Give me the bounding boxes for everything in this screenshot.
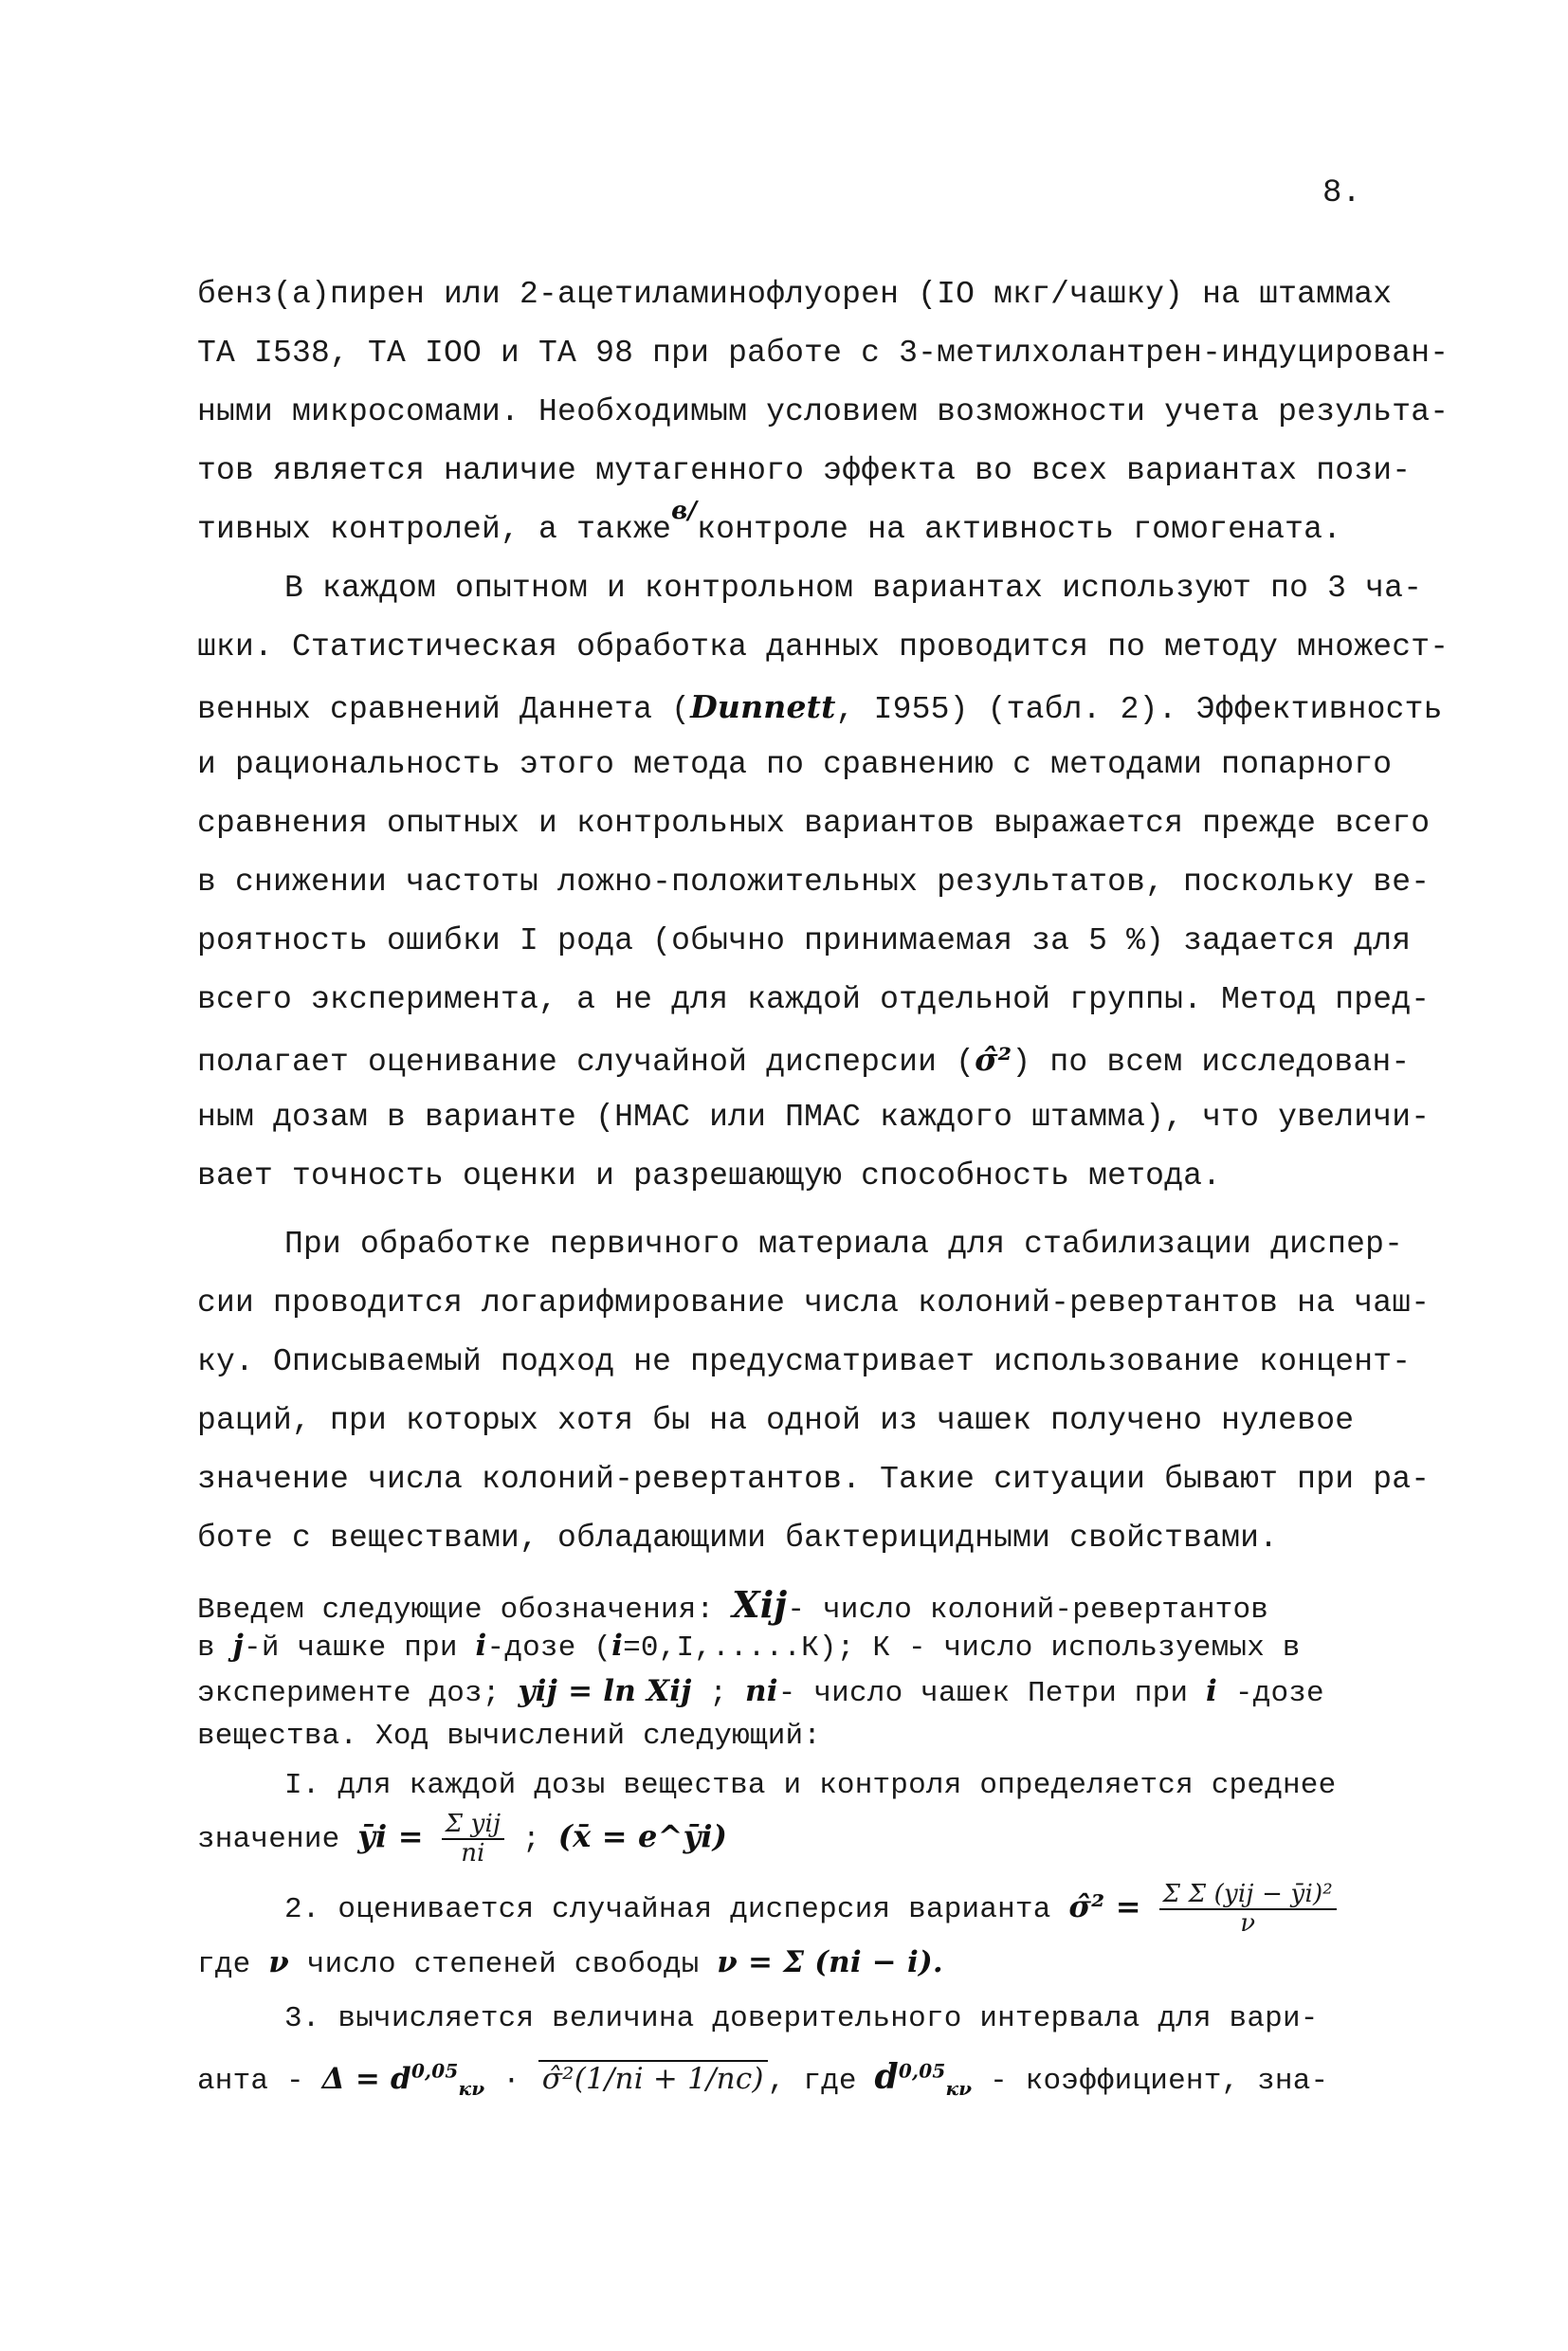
mean-fraction: $\frac{\text{Σ yij}}{ni}$ — [442, 1811, 505, 1867]
step1-line-1: I. для каждой дозы вещества и контроля определяется среднее — [284, 1769, 1337, 1802]
p2-line-10: ным дозам в варианте (НМАС или ПМАС каждого штамма), что увеличи- — [197, 1100, 1431, 1135]
p1-line-3: ными микросомами. Необходимым условием возможности учета результа- — [197, 394, 1449, 429]
yij-formula: yij = ln Xij — [518, 1674, 692, 1708]
handwritten-correction: в/ — [671, 497, 698, 525]
notation-line-4: вещества. Ход вычислений следующий: — [197, 1720, 822, 1753]
p2-line-3-b: , I955) (табл. 2). Эффективность — [835, 692, 1443, 727]
confidence-root: σ̂²(1/ni + 1/nc) — [538, 2060, 768, 2096]
p1-line-2: ТА I538, ТА IOO и ТА 98 при работе с 3-метилхолантрен-индуцирован- — [197, 336, 1449, 371]
step3-line-2: анта - $\Delta = d^{0,05}_{к\nu}$ · σ̂²(1/ni + 1/nc) , где $d^{0,05}_{к\nu}$ - коэффициент, зна- — [197, 2057, 1329, 2101]
p2-line-9-a: полагает оценивание случайной дисперсии ( — [197, 1045, 975, 1080]
p3-line-3: ку. Описываемый подход не предусматривает использование концент- — [197, 1344, 1412, 1379]
x-bar-formula: (x̄ = e^ȳi) — [557, 1817, 728, 1854]
notation-line-1: Введем следующие обозначения: Xij- число колоний-ревертантов — [197, 1583, 1269, 1627]
step1-line-2: значение ȳi = $\frac{\text{Σ yij}}{ni}$ ; (x̄ = e^ȳi) — [197, 1810, 728, 1868]
notation-line-2: в j-й чашке при i-дозе (i=0,I,.....К); К - число используемых в — [197, 1629, 1301, 1665]
p1-line-5-a: тивных контролей, а также — [197, 512, 672, 547]
degrees-of-freedom-formula: ν = Σ (ni − i). — [717, 1945, 943, 1979]
xij-symbol: Xij — [732, 1583, 788, 1626]
dunnett-handwritten: Dunnett — [690, 688, 836, 725]
p3-line-1: При обработке первичного материала для стабилизации диспер- — [284, 1227, 1404, 1262]
p2-line-6: в снижении частоты ложно-положительных результатов, поскольку ве- — [197, 865, 1431, 900]
p2-line-1: В каждом опытном и контрольном вариантах используют по 3 ча- — [284, 571, 1423, 606]
variance-fraction: $\frac{\text{Σ Σ (yij − ȳi)²}}{\nu}$ — [1159, 1881, 1337, 1937]
p2-line-2: шки. Статистическая обработка данных проводится по методу множест- — [197, 629, 1449, 665]
p2-line-11: вает точность оценки и разрешающую способность метода. — [197, 1158, 1222, 1194]
notation-line-3: эксперименте доз; yij = ln Xij ; ni- число чашек Петри при i -дозе — [197, 1674, 1324, 1710]
p1-line-5 — [197, 497, 1342, 547]
p3-line-6: боте с веществами, обладающими бактерицидными свойствами. — [197, 1521, 1279, 1556]
step2-line-2: где ν число степеней свободы ν = Σ (ni − i). — [197, 1945, 943, 1981]
p1-line-5-b: контроле на активность гомогената. — [697, 512, 1342, 547]
p2-line-5: сравнения опытных и контрольных вариантов выражается прежде всего — [197, 806, 1431, 841]
p2-line-3-a: венных сравнений Даннета ( — [197, 692, 691, 727]
p3-line-4: раций, при которых хотя бы на одной из чашек получено нулевое — [197, 1403, 1355, 1438]
sigma-hat-squared: σ̂² — [975, 1041, 1012, 1078]
p3-line-5: значение числа колоний-ревертантов. Такие ситуации бывают при ра- — [197, 1462, 1431, 1497]
step3-line-1: 3. вычисляется величина доверительного интервала для вари- — [284, 2002, 1319, 2035]
p2-line-8: всего эксперимента, а не для каждой отдельной группы. Метод пред- — [197, 982, 1431, 1017]
page-number: 8. — [1322, 175, 1361, 211]
step2-line-1: 2. оценивается случайная дисперсия варианта σ̂² = $\frac{\text{Σ Σ (yij − ȳi)²}}{\nu}$ — [284, 1881, 1337, 1937]
p2-line-4: и рациональность этого метода по сравнению с методами попарного — [197, 747, 1393, 782]
p1-line-4: тов является наличие мутагенного эффекта во всех вариантах пози- — [197, 453, 1412, 488]
p2-line-9-b: ) по всем исследован- — [1012, 1045, 1411, 1080]
p2-line-3 — [197, 688, 1443, 727]
p3-line-2: сии проводится логарифмирование числа колоний-ревертантов на чаш- — [197, 1285, 1431, 1321]
p2-line-9 — [197, 1041, 1410, 1080]
p1-line-1: бенз(а)пирен или 2-ацетиламинофлуорен (IO мкг/чашку) на штаммах — [197, 277, 1393, 312]
p2-line-7: роятность ошибки I рода (обычно принимаемая за 5 %) задается для — [197, 923, 1412, 958]
